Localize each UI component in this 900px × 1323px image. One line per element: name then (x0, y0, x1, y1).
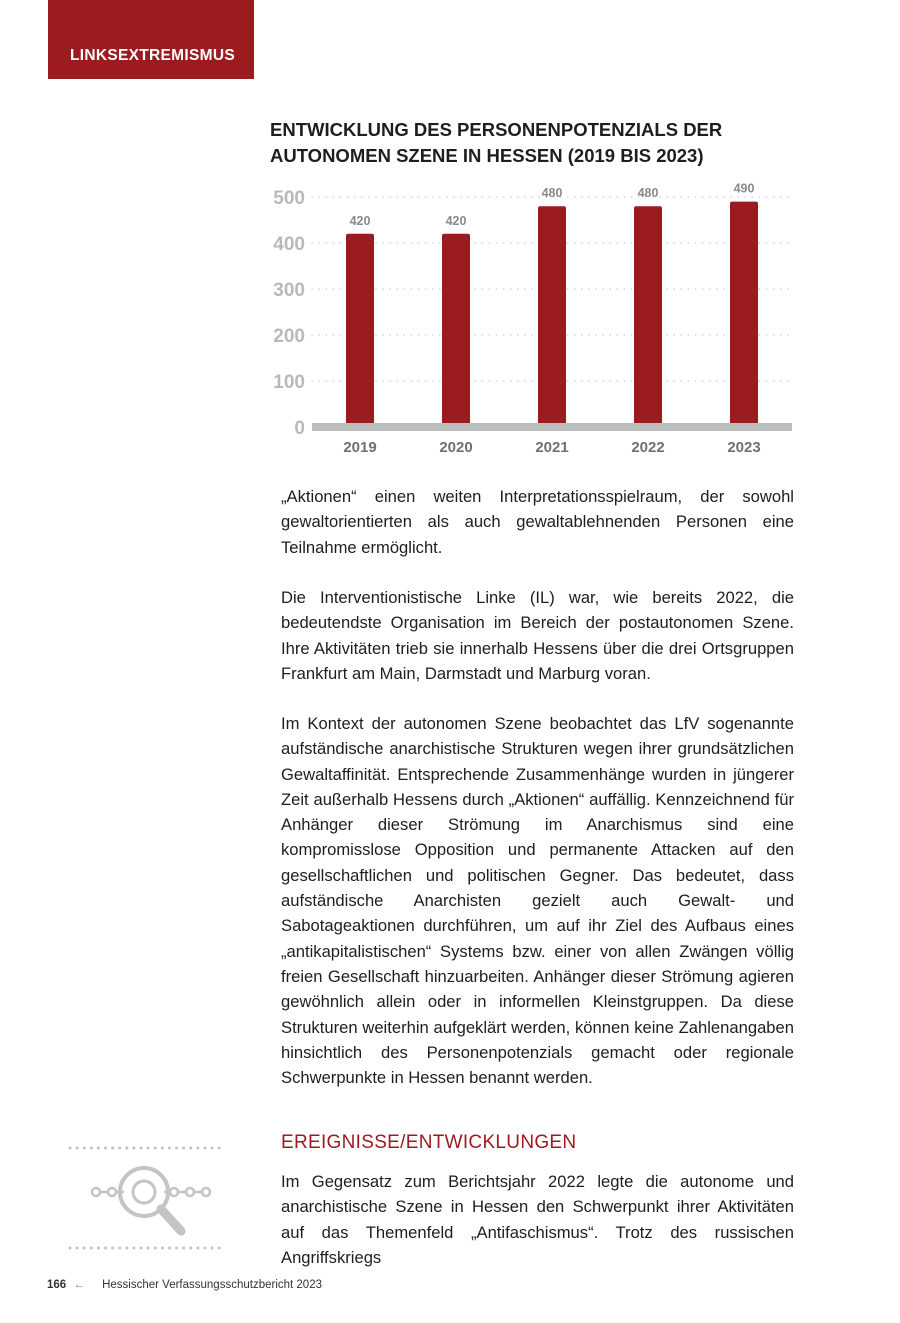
y-tick-label: 200 (273, 326, 305, 347)
bar (634, 206, 662, 427)
x-tick-label: 2020 (439, 439, 473, 456)
y-tick-label: 400 (273, 234, 305, 255)
data-label: 420 (349, 213, 371, 228)
y-tick-label: 300 (273, 280, 305, 301)
section-tab-label: LINKSEXTREMISMUS (70, 47, 235, 64)
magnifier-network-icon (66, 1142, 230, 1254)
page-number: 166 (47, 1279, 67, 1291)
y-tick-label: 0 (294, 418, 305, 439)
data-label: 490 (733, 181, 755, 196)
x-tick-label: 2021 (535, 439, 569, 456)
paragraph-4: Im Gegensatz zum Berichtsjahr 2022 legte die autonome und anarchistische Szene in Hessen den Schwerpunkt ihrer Aktivitäten auf das Themenfeld „Antifaschismus“. Trotz des russischen Angriffskriegs (281, 1172, 794, 1267)
y-tick-label: 500 (273, 188, 305, 209)
page-footer (47, 1279, 322, 1291)
y-tick-label: 100 (273, 372, 305, 393)
x-tick-label: 2023 (727, 439, 761, 456)
bar (730, 202, 758, 427)
x-axis-baseline (312, 423, 792, 431)
data-label: 480 (541, 186, 563, 201)
x-tick-label: 2019 (343, 439, 377, 456)
back-arrow-icon: ← (73, 1279, 85, 1291)
paragraph-2: Die Interventionistische Linke (IL) war, wie bereits 2022, die bedeutendste Organisation im Bereich der postautonomen Szene. Ihre Aktivitäten trieb sie innerhalb Hessens über die drei Ortsgruppen Frankfurt am Main, Darmstadt und Marburg voran. (281, 588, 794, 683)
bar (346, 234, 374, 427)
section-heading: EREIGNISSE/ENTWICKLUNGEN (281, 1132, 577, 1153)
publication-title: Hessischer Verfassungsschutzbericht 2023 (102, 1279, 322, 1291)
paragraph-3: Im Kontext der autonomen Szene beobachtet das LfV sogenannte aufständische anarchistische Strukturen wegen ihrer grundsätzlichen Gewaltaffinität. Entsprechende Zusammenhänge wurden in jüngerer Zeit außerhalb Hessens durch „Aktionen“ auffällig. Kennzeichnend für Anhänger dieser Strömung im Anarchismus sind eine kompromisslose Opposition und permanente Attacken auf den gesellschaftlichen und politischen Gegner. Das bedeutet, dass aufständische Anarchisten gezielt auch Gewalt- und Sabotageaktionen durchführen, um auf ihr Ziel des Aufbaus eines „antikapitalistischen“ Systems bzw. einer von allen Zwängen völlig freien Gesellschaft hinzuarbeiten. Anhänger dieser Strömung agieren gewöhnlich allein oder in informellen Kleinstgruppen. Da diese Strukturen weiterhin aufgeklärt werden, können keine Zahlenangaben hinsichtlich des Personenpotenzials gemacht oder regionale Schwerpunkte in Hessen benannt werden. (281, 714, 794, 1088)
chart-title: ENTWICKLUNG DES PERSONENPOTENZIALS DER AUTONOMEN SZENE IN HESSEN (2019 BIS 2023) (270, 119, 723, 166)
paragraph-1: „Aktionen“ einen weiten Interpretationsspielraum, der sowohl gewaltorientierten als auch gewaltablehnenden Personen eine Teilnahme ermöglicht. (281, 487, 794, 557)
data-label: 420 (445, 213, 467, 228)
bar (442, 234, 470, 427)
bar-chart (0, 0, 900, 470)
x-tick-label: 2022 (631, 439, 665, 456)
bar (538, 206, 566, 427)
data-label: 480 (637, 186, 659, 201)
